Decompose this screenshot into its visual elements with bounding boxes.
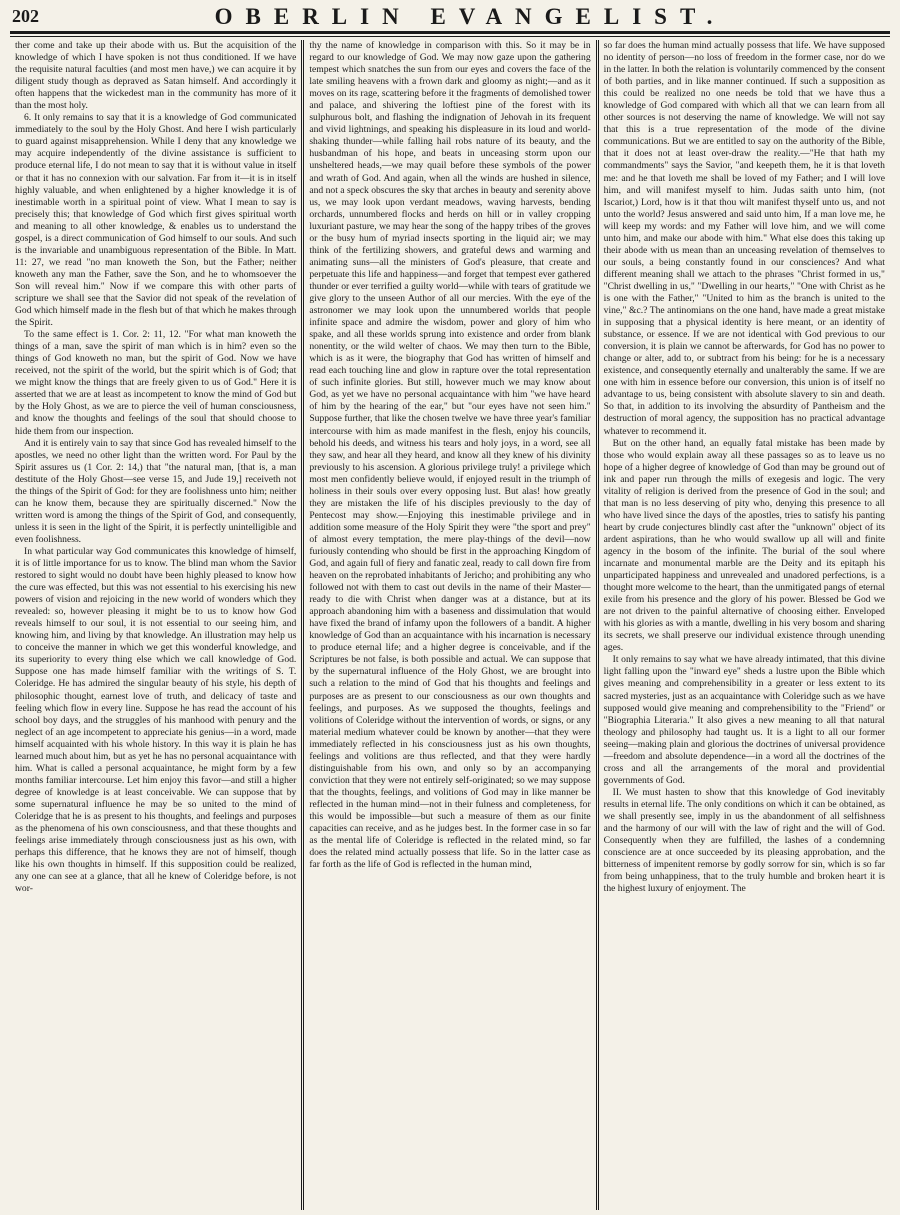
- page-number: 202: [12, 6, 39, 26]
- header-rule-thin: [10, 36, 890, 37]
- column-2: [304, 40, 595, 1210]
- paragraph: so far does the human mind actually possess that life. We have supposed no identity of person—no loss of freedom in the former case, nor do we in the latter. In both the relation is voluntarily commenced by the consent of both parties, and in like manner continued. If such a supposition as this could be realized no one needs be told that we have thus a knowledge of God compared with which all that we can learn from all other sources is not deserving the name of knowledge. We will not say that this is a true representation of the mode of the divine communications. But we are entitled to say on the authority of the Bible, that it does not at least over-draw the reality.—"He that hath my commandments" says the Savior, "and keepeth them, he it is that loveth me: and he that loveth me shall be loved of my Father; and I will love him, and will manifest myself to him. Judas saith unto him, (not Iscariot,) Lord, how is it that thou wilt manifest thyself unto us, and not unto the world? Jesus answered and said unto him, If a man love me, he will keep my words: and my Father will love him, and we will come unto him, and make our abode with him." What else does this taking up their abode with us mean than an unceasing revelation of themselves to our souls, a being constantly found in our consciences? And what different meaning shall we attach to the phrases "Christ formed in us," "Christ dwelling in us," "Dwelling in our hearts," "One with Christ as he is one with the Father," "United to him as the branch is united to the vine," &c.? The antinomians on the one hand, have made a great mistake in supposing that a physical identity is here meant, or an identity of substance, or essence. If we are not identical with God previous to our conversion, it is plain we cannot be afterwards, for God has no power to change or alter, add to, or subtract from his being: for he is a necessary existence, and consequently eternally and unalterably the same. If we are one with him in essence before our conversion, this union is of itself no advantage to us, being consistent with absolute slavery to sin and death. So that, in addition to its involving the absurdity of Pantheism and the destruction of moral agency, the supposition has no practical advantage whatever to recommend it.: [603, 40, 885, 437]
- paragraph: To the same effect is 1. Cor. 2: 11, 12. "For what man knoweth the things of a man, save the spirit of man which is in him? even so the things of God knoweth no man, but the spirit of God. Now we have received, not the spirit of the world, but the spirit which is of God; that we might know the things that are freely given to us of God." Here it is asserted that we are at least as incompetent to know the mind of God but by the Holy Ghost, as we are to pierce the veil of human consciousness, and know the thoughts and feelings of the soul that should choose to hide them from our inspection.: [15, 329, 297, 437]
- paragraph: It only remains to say what we have already intimated, that this divine light falling upon the "inward eye" sheds a lustre upon the Bible which gives meaning and comprehensibility in a greater or less extent to its sacred mysteries, just as an acquaintance with Coleridge such as we have supposed would give meaning and comprehensibility to the "Friend" or "Biographia Literaria." It also gives a new meaning to all that natural theology and philosophy had taught us. It is a light to all our former seeing—making plain and glorious the doctrines of universal providence—freedom and absolute dependence—in a word all the doctrines of the cross and all the arrangements of the moral and providential governments of God.: [603, 654, 885, 786]
- paragraph: And it is entirely vain to say that since God has revealed himself to the apostles, we need no other light than the written word. For Paul by the Spirit assures us (1 Cor. 2: 14,) that "the natural man, [that is, a man destitute of the Holy Ghost—see verse 15, and Jude 19,] receiveth not the things of the Spirit of God: for they are foolishness unto him; neither can he know them, because they are spiritually discerned." Now the written word is among the things of the Spirit of God, and consequently, unless it is seen in the light of the Spirit, it is perfectly unintelligible and even foolishness.: [15, 437, 297, 545]
- paragraph: In what particular way God communicates this knowledge of himself, it is of little importance for us to know. The blind man whom the Savior restored to sight would no doubt have been highly pleased to know how the cure was effected, but this was not essential to his exercising his new powers of vision and rejoicing in the new world of wonders which they revealed: so, however pleasing it might be to us to know how God reveals himself to our soul, it is not essential to our seeing him, and knowing him, and living by that knowledge. An illustration may help us to conceive the manner in which we get this wonderful knowledge, and its superiority to every thing else which we call knowledge of God. Suppose one has made himself familiar with the writings of S. T. Coleridge. He has admired the singular beauty of his style, his depth of philosophic thought, earnest love of truth, and delicacy of taste and feeling which flow in every line. Suppose he has read the account of his school boy days, and the struggles of his manhood with penury and the neglect of an age incompetent to appreciate his genius—in a word, made himself acquainted with his whole history. In this way it is plain he has learned much about him, but as yet he has no personal acquaintance with him. What is called a personal acquaintance, he might form by a few months familiar intercourse. Let him enjoy this favor—and still a higher degree of knowledge is at least conceivable. We can suppose that by some supernatural influence he may be so united to the mind of Coleridge that he is as present to his thoughts, and feelings and purposes as the phenomena of his own consciousness, and that these thoughts and feelings arise immediately through consciousness just as his own, with perhaps this difference, that he knows they are not of himself, though like his own thoughts in himself. If this supposition could be realized, any one can see at a glance, that all he knew of Coleridge before, is not wor-: [15, 545, 297, 895]
- column-3: [599, 40, 890, 1210]
- paragraph: But on the other hand, an equally fatal mistake has been made by those who would explain away all these passages so as to leave us no hope of a higher degree of knowledge of God than may be ground out of ink and paper run through the mills of exegesis and logic. The very vitality of religion is derived from the presence of God in the soul; and that man is no less deserving of pity who, denying this presence to all who have lived since the days of the apostles, tries to satisfy his panting heart by crude conjectures blindly cast after the "unknown" object of its ardent aspirations, than he who would swallow up all will and finite agency in the bosom of the infinite. The burial of the soul where incarnate and monumental marble are the Deity and its epitaph his unparticipated happiness and unrevealed and unadored perfections, is a thought more welcome to the heart, than the unmitigated pangs of eternal exile from his presence and the glory of his power. Blessed be God we are not driven to the painful alternative of choosing either. Enveloped with his glories as with a mantle, dwelling in his very bosom and sharing its secrets, we shall preserve our individual existence through unending ages.: [603, 437, 885, 654]
- paragraph: 6. It only remains to say that it is a knowledge of God communicated immediately to the soul by the Holy Ghost. And here I wish particularly to guard against misapprehension. While I deny that any knowledge we may acquire independently of the divine assistance is sufficient to produce eternal life, I do not mean to say that it is without value in itself or that it has no connexion with our salvation. Far from it—it is in itself highly valuable, and when enlightened by a higher knowledge it is of inestimable worth in a spiritual point of view. What I mean to say is precisely this; that knowledge of God which first gives spiritual worth and meaning to all other knowledge, & enables us to understand the gospel, is a direct communication of God himself to our souls. And such is the invariable and unambiguous representation of the Bible. In Matt. 11: 27, we read "no man knoweth the Son, but the Father; neither knoweth any man the Father, save the Son, and he to whomsoever the Son will reveal him." Now if we compare this with other parts of scripture we shall see that the Savior did not speak of the revelation of God which himself made in the flesh but of that which he makes through the Spirit.: [15, 112, 297, 329]
- text-columns: [10, 40, 890, 1210]
- masthead: [10, 4, 890, 30]
- paragraph: II. We must hasten to show that this knowledge of God inevitably results in eternal life. The only conditions on which it can be obtained, as we shall presently see, imply in us the abandonment of all selfishness and the harmony of our will with the law of right and the will of God. Consequently when they are fulfilled, the lashes of a condemning conscience are at once succeeded by its pleasing approbation, and the bitterness of impenitent remorse by godly sorrow for sin, which is so far from being unhappiness, that to the truly humble and broken heart it is the highest luxury of enjoyment. The: [603, 786, 885, 895]
- paragraph: thy the name of knowledge in comparison with this. So it may be in regard to our knowledge of God. We may now gaze upon the gathering tempest which snatches the sun from our eyes and covers the face of the late smiling heavens with a frown dark and gloomy as night;—and as it moves on its rage, scattering before it the fragments of demolished tower and palace, and shivering the loftiest pine of the forest with its sulphurous bolt, and flashing the indignation of Jehovah in its frequent and vivid lightnings, and speaking his displeasure in its loud and world-shaking thunder—while falling hail robs nature of its beauty, and the husbandman of his hope, and beats in unceasing storm upon our unsheltered heads,—we may quail before these symbols of the power and wrath of God. And again, when all the winds are hushed in silence, and not a speck obscures the sky that arches in beauty and serenity above us, we may look upon verdant meadows, waving harvests, bending orchards, unnumbered flocks and herds on hill or in valley cropping luxuriant pasture, we may hear the song of the happy tribes of the groves or the busy hum of myriad insects sporting in the liquid air; we may think of the fertilizing showers, and grateful dews and warming and animating suns—all the ministers of God's pleasure, that create and perpetuate this life and happiness—and forget that tempest ever gathered thunder or ever terrified a guilty world—while with tears of gratitude we give glory to the unseen Author of all our mercies. With the eye of the astronomer we may look upon the unnumbered worlds that people infinite space and admire the wisdom, power and glory of him who spake, and all these worlds sprung into existence and order from blank nonentity, or the wild welter of chaos. We may then turn to the Bible, which is as it were, the biography that God has written of himself and read each touching line and glow in rapture over the total representation of such infinite glories. But still, however much we may know about God, as yet we have no personal acquaintance with him "we have heard of him by the hearing of the ear," but "our eyes have not seen him." Suppose further, that like the chosen twelve we have three year's familiar intercourse with him as made manifest in the flesh, enjoy his councils, behold his deeds, and witness his tears and holy joys, in a word, see all they saw, and hear all they heard, and know all they knew of his divinity previously to his ascension. A glorious privilege truly! a privilege which most men confidently believe would, if enjoyed result in the triumph of holiness in their souls over every opposing lust. But alas! how greatly they are mistaken the life of his disciples previously to the day of Pentecost may show.—Enjoying this inestimable privilege and in addition some measure of the Holy Spirit they were "the sport and prey" of almost every temptation, the mere play-things of the devil—now furiously contending who should be first in the approaching Kingdom of God, and again full of fiery and fanatic zeal, ready to call down fire from heaven on the reprobated inhabitants of Jericho; and prohibiting any who followed not with them to cast out devils in the name of their Master—ready to die with Christ when danger was at a distance, but at its approach abandoning him with a baseness and dissimulation that would have fixed the brand of infamy upon the followers of a bandit. A higher knowledge of God than an acquaintance with his incarnation is necessary to produce eternal life; and a higher degree is conceivable, and if the Scriptures be not false, is both possible and actual. We can suppose that by the supernatural influence of the Holy Ghost, we are brought into such a relation to the mind of God that his thoughts and feelings and purposes are as present to our consciousness as our own thoughts and feelings, and purposes. As we supposed the thoughts, feelings and volitions of Coleridge without the intervention of words, or signs, or any material medium whatever could be known by another—that they were immediately reflected in his consciousness just as his own thoughts, feelings and volitions are thus reflected, and that they were hardly distinguishable from his own, and only so by an accompanying conviction that they were not entirely self-originated; so we may suppose that the thoughts, feelings, and volitions of God may in like manner be reflected in the human mind—not in their fulness and completeness, for this would be impossible—but such a measure of them as our finite capacities can receive, and as he judges best. In the former case in so far as the mental life of Coleridge is reflected in the related mind, so far does the related mind actually possess that life. So in the latter case as far forth as the life of God is reflected in the human mind,: [309, 40, 591, 871]
- header-rule: [10, 31, 890, 34]
- column-1: [10, 40, 301, 1210]
- paragraph: ther come and take up their abode with us. But the acquisition of the knowledge of which I have spoken is not thus conditioned. If we have the requisite natural faculties (and most men have,) we can acquire it by diligent study though as depraved as Satan himself. And accordingly it often happens that the wickedest man in the community has more of it than the most holy.: [15, 40, 297, 112]
- running-title: OBERLIN EVANGELIST.: [214, 4, 726, 29]
